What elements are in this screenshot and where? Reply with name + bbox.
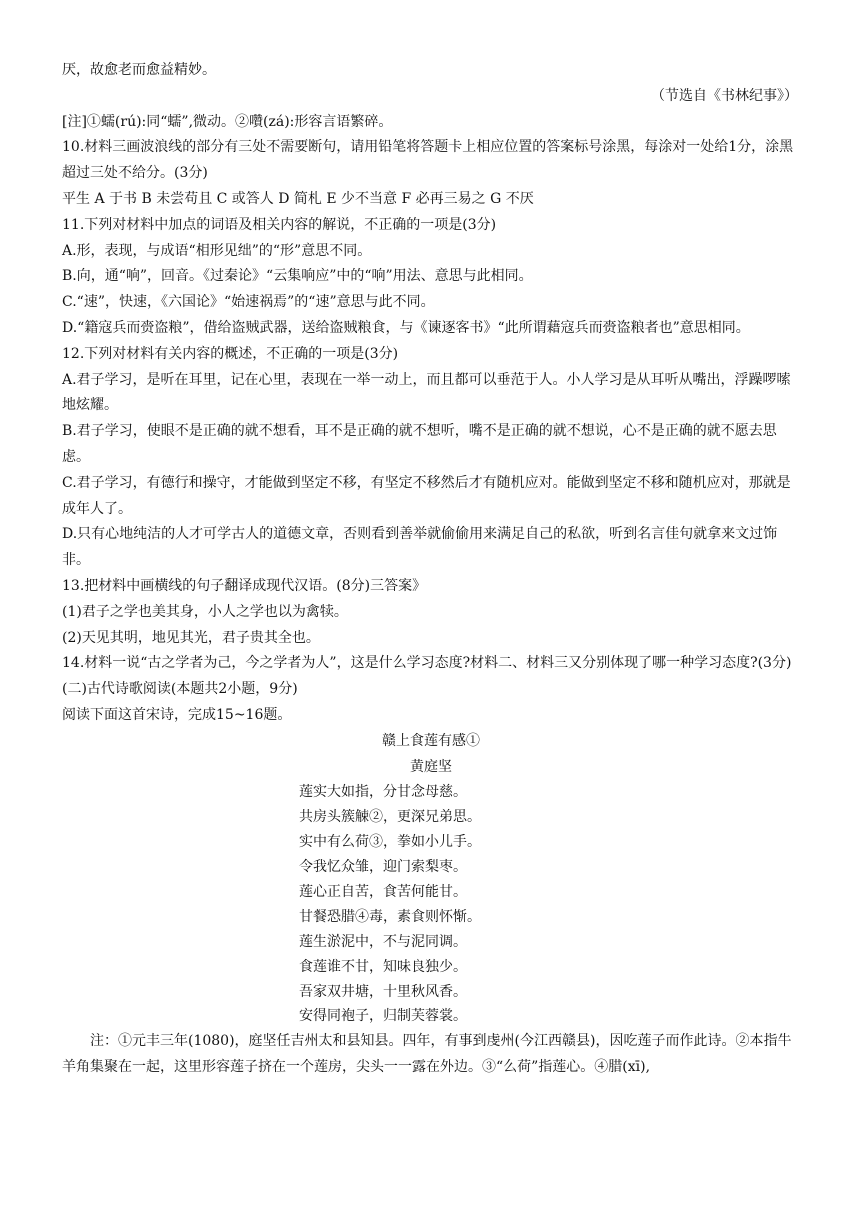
source-citation: （节选自《书林纪事》） [651, 87, 798, 104]
poem-line: 实中有么荷③，拳如小儿手。 [299, 834, 481, 851]
question-12-option-b: B.君子学习，使眼不是正确的就不想看，耳不是正确的就不想听，嘴不是正确的就不想说，心不是正确的就不愿去思虑。 [62, 423, 777, 465]
document-page [62, 58, 800, 1081]
poem-title: 赣上食莲有感① [382, 732, 480, 749]
question-10-options: 平生 A 于书 B 未尝苟且 C 或答人 D 简札 E 少不当意 F 必再三易之 G 不厌 [62, 190, 534, 207]
poem-line: 甘餐恐腊④毒，素食则怀惭。 [299, 908, 481, 925]
question-11-option-b: B.向，通“响”，回音。《过秦论》“云集响应”中的“响”用法、意思与此相同。 [62, 268, 533, 285]
question-11: 11.下列对材料中加点的词语及相关内容的解说，不正确的一项是(3分) [62, 216, 497, 233]
question-13: 13.把材料中画横线的句子翻译成现代汉语。(8分)三答案》 [62, 577, 427, 594]
question-11-option-d: D.“籍寇兵而赍盗粮”，借给盗贼武器，送给盗贼粮食，与《谏逐客书》“此所谓藉寇兵而赍盗粮者也”意思相同。 [62, 319, 750, 336]
reading-instruction: 阅读下面这首宋诗，完成15~16题。 [62, 706, 292, 723]
section-heading: (二)古代诗歌阅读(本题共2小题，9分) [62, 681, 298, 698]
question-12-option-d: D.只有心地纯洁的人才可学古人的道德文章，否则看到善举就偷偷用来满足自己的私欲，听到名言佳句就拿来文过饰非。 [62, 526, 778, 569]
question-14: 14.材料一说“古之学者为己，今之学者为人”，这是什么学习态度?材料二、材料三又分别体现了哪一种学习态度?(3分) [62, 655, 792, 672]
question-13-item-2: (2)天见其明，地见其光，君子贵其全也。 [62, 629, 320, 646]
question-12-option-c: C.君子学习，有德行和操守，才能做到坚定不移，有坚定不移然后才有随机应对。能做到坚定不移和随机应对，那就是成年人了。 [62, 474, 791, 517]
poem-line: 莲实大如指，分甘念母慈。 [299, 784, 467, 801]
annotation-note: [注]①蠕(rú):同“蠕”,微动。②囋(zá):形容言语繁碎。 [62, 113, 393, 130]
question-12: 12.下列对材料有关内容的概述，不正确的一项是(3分) [62, 345, 399, 362]
poem-line: 吾家双井塘，十里秋风香。 [299, 983, 467, 1000]
poem-line: 莲生淤泥中，不与泥同调。 [299, 933, 467, 950]
poem-line: 令我忆众雏，迎门索梨枣。 [299, 859, 467, 876]
question-11-option-a: A.形，表现，与成语“相形见绌”的“形”意思不同。 [62, 242, 372, 259]
question-13-item-1: (1)君子之学也美其身，小人之学也以为禽犊。 [62, 603, 348, 620]
poem-note: 注：①元丰三年(1080)，庭坚任吉州太和县知县。四年，有事到虔州(今江西赣县)，因吃莲子而作此诗。②本指牛羊角集聚在一起，这里形容莲子挤在一个莲房，尖头一一露在外边。③“么荷”指莲心。④腊(xī), [62, 1033, 792, 1076]
poem-line: 莲心正自苦，食苦何能甘。 [299, 883, 467, 900]
text-line: 厌，故愈老而愈益精妙。 [62, 62, 216, 78]
poem-line: 安得同袍子，归制芙蓉裳。 [299, 1008, 467, 1025]
poem-line: 共房头簇觫②，更深兄弟思。 [299, 809, 481, 826]
poem-line: 食莲谁不甘，知味良独少。 [299, 958, 467, 975]
question-11-option-c: C.“速”，快速，《六国论》“始速祸焉”的“速”意思与此不同。 [62, 294, 435, 311]
question-10: 10.材料三画波浪线的部分有三处不需要断句，请用铅笔将答题卡上相应位置的答案标号涂黑，每涂对一处给1分，涂黑超过三处不给分。(3分) [62, 139, 794, 182]
poem-author: 黄庭坚 [410, 758, 452, 775]
poem-body [299, 780, 800, 1029]
question-12-option-a: A.君子学习，是听在耳里，记在心里，表现在一举一动上，而且都可以垂范于人。小人学习是从耳听从嘴出，浮躁啰嗦地炫耀。 [62, 371, 791, 414]
